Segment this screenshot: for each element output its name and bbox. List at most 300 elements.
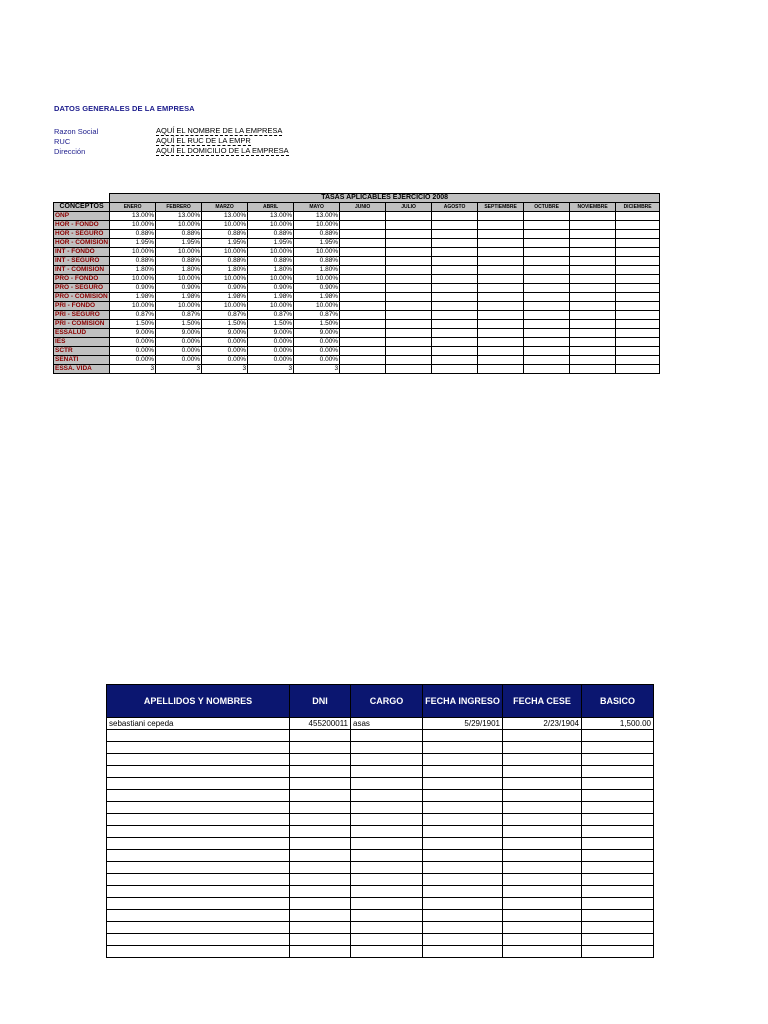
rate-cell[interactable]: [340, 329, 386, 338]
rate-cell[interactable]: 0.88%: [248, 257, 294, 266]
rate-cell[interactable]: 0.00%: [248, 347, 294, 356]
rate-cell[interactable]: 10.00%: [294, 221, 340, 230]
rate-cell[interactable]: [340, 275, 386, 284]
rate-cell[interactable]: [524, 230, 570, 239]
rate-cell[interactable]: [478, 239, 524, 248]
rate-cell[interactable]: 0.00%: [156, 356, 202, 365]
rate-cell[interactable]: 0.00%: [294, 347, 340, 356]
rate-cell[interactable]: [478, 275, 524, 284]
staff-cell[interactable]: [582, 778, 654, 790]
staff-cell[interactable]: [423, 790, 503, 802]
staff-cell[interactable]: [423, 778, 503, 790]
rate-cell[interactable]: [386, 230, 432, 239]
rate-cell[interactable]: [616, 311, 660, 320]
rate-cell[interactable]: 0.00%: [156, 338, 202, 347]
rate-cell[interactable]: [386, 302, 432, 311]
rate-cell[interactable]: [386, 347, 432, 356]
rate-cell[interactable]: [340, 365, 386, 374]
rate-cell[interactable]: 10.00%: [294, 275, 340, 284]
staff-cell[interactable]: [423, 850, 503, 862]
rate-cell[interactable]: [432, 221, 478, 230]
staff-cell[interactable]: [107, 850, 290, 862]
rate-cell[interactable]: [340, 239, 386, 248]
staff-cell[interactable]: [290, 886, 351, 898]
rate-cell[interactable]: [616, 347, 660, 356]
staff-cell[interactable]: [582, 790, 654, 802]
rate-cell[interactable]: [340, 212, 386, 221]
staff-cell[interactable]: [107, 946, 290, 958]
staff-cell[interactable]: [107, 838, 290, 850]
staff-cell[interactable]: [423, 886, 503, 898]
staff-cell[interactable]: [351, 850, 423, 862]
rate-cell[interactable]: [616, 257, 660, 266]
rate-cell[interactable]: [478, 212, 524, 221]
staff-cell[interactable]: [351, 754, 423, 766]
rate-cell[interactable]: 10.00%: [248, 275, 294, 284]
rate-cell[interactable]: [432, 347, 478, 356]
rate-cell[interactable]: 0.88%: [248, 230, 294, 239]
rate-cell[interactable]: 13.00%: [156, 212, 202, 221]
rate-cell[interactable]: [524, 320, 570, 329]
staff-cell[interactable]: [503, 754, 582, 766]
staff-cell[interactable]: [290, 838, 351, 850]
rate-cell[interactable]: 0.88%: [156, 257, 202, 266]
rate-cell[interactable]: [478, 311, 524, 320]
staff-cell[interactable]: [290, 874, 351, 886]
rate-cell[interactable]: [386, 293, 432, 302]
staff-cell[interactable]: [423, 946, 503, 958]
staff-cell[interactable]: [582, 742, 654, 754]
staff-cell[interactable]: [290, 910, 351, 922]
rate-cell[interactable]: [570, 365, 616, 374]
staff-cell[interactable]: [351, 862, 423, 874]
rate-cell[interactable]: 13.00%: [294, 212, 340, 221]
rate-cell[interactable]: 0.88%: [202, 257, 248, 266]
rate-cell[interactable]: [432, 275, 478, 284]
rate-cell[interactable]: 10.00%: [110, 221, 156, 230]
field-value[interactable]: AQUÍ EL NOMBRE DE LA EMPRESA: [156, 126, 283, 135]
staff-cell[interactable]: [503, 826, 582, 838]
rate-cell[interactable]: [570, 248, 616, 257]
staff-cell[interactable]: [290, 934, 351, 946]
rate-cell[interactable]: [524, 221, 570, 230]
rate-cell[interactable]: 0.00%: [202, 356, 248, 365]
rate-cell[interactable]: 0.87%: [294, 311, 340, 320]
staff-cell[interactable]: [423, 814, 503, 826]
staff-cell[interactable]: 1,500.00: [582, 718, 654, 730]
rate-cell[interactable]: 0.88%: [294, 257, 340, 266]
staff-cell[interactable]: [582, 814, 654, 826]
staff-cell[interactable]: [503, 790, 582, 802]
rate-cell[interactable]: [340, 320, 386, 329]
rate-cell[interactable]: [616, 302, 660, 311]
rate-cell[interactable]: [478, 338, 524, 347]
staff-cell[interactable]: [351, 898, 423, 910]
staff-cell[interactable]: [582, 886, 654, 898]
rate-cell[interactable]: 0.00%: [202, 338, 248, 347]
staff-cell[interactable]: [503, 910, 582, 922]
rate-cell[interactable]: 10.00%: [202, 248, 248, 257]
staff-cell[interactable]: [582, 862, 654, 874]
staff-cell[interactable]: [503, 862, 582, 874]
rate-cell[interactable]: 0.00%: [156, 347, 202, 356]
staff-cell[interactable]: [582, 730, 654, 742]
rate-cell[interactable]: 10.00%: [294, 302, 340, 311]
staff-cell[interactable]: [582, 934, 654, 946]
rate-cell[interactable]: [478, 248, 524, 257]
staff-cell[interactable]: [582, 898, 654, 910]
staff-cell[interactable]: [290, 730, 351, 742]
staff-cell[interactable]: [107, 910, 290, 922]
staff-cell[interactable]: [503, 814, 582, 826]
staff-cell[interactable]: [351, 766, 423, 778]
rate-cell[interactable]: [478, 230, 524, 239]
staff-cell[interactable]: [351, 730, 423, 742]
staff-cell[interactable]: [351, 886, 423, 898]
staff-cell[interactable]: 5/29/1901: [423, 718, 503, 730]
rate-cell[interactable]: [386, 311, 432, 320]
rate-cell[interactable]: [524, 275, 570, 284]
rate-cell[interactable]: [340, 257, 386, 266]
rate-cell[interactable]: 1.80%: [248, 266, 294, 275]
rate-cell[interactable]: [386, 248, 432, 257]
rate-cell[interactable]: 1.50%: [202, 320, 248, 329]
rate-cell[interactable]: 9.00%: [248, 329, 294, 338]
rate-cell[interactable]: [432, 293, 478, 302]
staff-cell[interactable]: [351, 934, 423, 946]
rate-cell[interactable]: 1.50%: [294, 320, 340, 329]
staff-cell[interactable]: [503, 946, 582, 958]
rate-cell[interactable]: 9.00%: [294, 329, 340, 338]
staff-cell[interactable]: [351, 874, 423, 886]
staff-cell[interactable]: [423, 766, 503, 778]
staff-cell[interactable]: [503, 766, 582, 778]
rate-cell[interactable]: [340, 356, 386, 365]
staff-cell[interactable]: [351, 838, 423, 850]
staff-cell[interactable]: [423, 898, 503, 910]
rate-cell[interactable]: 0.88%: [294, 230, 340, 239]
rate-cell[interactable]: 1.95%: [202, 239, 248, 248]
staff-cell[interactable]: [351, 742, 423, 754]
staff-cell[interactable]: [503, 898, 582, 910]
rate-cell[interactable]: 3: [294, 365, 340, 374]
rate-cell[interactable]: 10.00%: [294, 248, 340, 257]
rate-cell[interactable]: [340, 284, 386, 293]
staff-cell[interactable]: [290, 898, 351, 910]
staff-cell[interactable]: [290, 802, 351, 814]
rate-cell[interactable]: [524, 302, 570, 311]
rate-cell[interactable]: [478, 284, 524, 293]
staff-cell[interactable]: [503, 874, 582, 886]
rate-cell[interactable]: 1.98%: [294, 293, 340, 302]
staff-cell[interactable]: [107, 898, 290, 910]
rate-cell[interactable]: [432, 248, 478, 257]
staff-cell[interactable]: [107, 790, 290, 802]
rate-cell[interactable]: 0.87%: [248, 311, 294, 320]
staff-cell[interactable]: [290, 922, 351, 934]
staff-cell[interactable]: [351, 922, 423, 934]
rate-cell[interactable]: [340, 347, 386, 356]
staff-cell[interactable]: [503, 922, 582, 934]
rate-cell[interactable]: [524, 284, 570, 293]
rate-cell[interactable]: [340, 311, 386, 320]
rate-cell[interactable]: [616, 212, 660, 221]
rate-cell[interactable]: [616, 356, 660, 365]
rate-cell[interactable]: [478, 347, 524, 356]
rate-cell[interactable]: [524, 338, 570, 347]
rate-cell[interactable]: [570, 338, 616, 347]
rate-cell[interactable]: 1.98%: [202, 293, 248, 302]
staff-cell[interactable]: [582, 910, 654, 922]
rate-cell[interactable]: 10.00%: [110, 302, 156, 311]
rate-cell[interactable]: 1.80%: [202, 266, 248, 275]
rate-cell[interactable]: 0.90%: [156, 284, 202, 293]
rate-cell[interactable]: [386, 320, 432, 329]
staff-cell[interactable]: [503, 730, 582, 742]
field-value[interactable]: AQUÍ EL DOMICILIO DE LA EMPRESA: [156, 146, 289, 155]
rate-cell[interactable]: 0.88%: [156, 230, 202, 239]
rate-cell[interactable]: [524, 239, 570, 248]
rate-cell[interactable]: [616, 266, 660, 275]
rate-cell[interactable]: [478, 356, 524, 365]
rate-cell[interactable]: 0.88%: [110, 257, 156, 266]
rate-cell[interactable]: 10.00%: [156, 275, 202, 284]
field-value[interactable]: AQUÍ EL RUC DE LA EMPR: [156, 136, 251, 145]
staff-cell[interactable]: [290, 850, 351, 862]
rate-cell[interactable]: [386, 212, 432, 221]
staff-cell[interactable]: [423, 922, 503, 934]
staff-cell[interactable]: [503, 802, 582, 814]
rate-cell[interactable]: 1.50%: [156, 320, 202, 329]
staff-cell[interactable]: [351, 802, 423, 814]
rate-cell[interactable]: 0.90%: [110, 284, 156, 293]
staff-cell[interactable]: [503, 850, 582, 862]
rate-cell[interactable]: [432, 230, 478, 239]
rate-cell[interactable]: 9.00%: [110, 329, 156, 338]
rate-cell[interactable]: [616, 239, 660, 248]
staff-cell[interactable]: [290, 766, 351, 778]
staff-cell[interactable]: [290, 946, 351, 958]
rate-cell[interactable]: [570, 212, 616, 221]
rate-cell[interactable]: [432, 311, 478, 320]
staff-cell[interactable]: [423, 730, 503, 742]
rate-cell[interactable]: [432, 320, 478, 329]
rate-cell[interactable]: [432, 284, 478, 293]
rate-cell[interactable]: [386, 257, 432, 266]
rate-cell[interactable]: 0.00%: [248, 356, 294, 365]
rate-cell[interactable]: 13.00%: [110, 212, 156, 221]
rate-cell[interactable]: [386, 239, 432, 248]
staff-cell[interactable]: [582, 850, 654, 862]
rate-cell[interactable]: [570, 284, 616, 293]
staff-cell[interactable]: [423, 934, 503, 946]
rate-cell[interactable]: 0.87%: [156, 311, 202, 320]
rate-cell[interactable]: [478, 257, 524, 266]
rate-cell[interactable]: [432, 266, 478, 275]
rate-cell[interactable]: 0.00%: [110, 347, 156, 356]
staff-cell[interactable]: [290, 754, 351, 766]
rate-cell[interactable]: [570, 347, 616, 356]
rate-cell[interactable]: 10.00%: [156, 302, 202, 311]
rate-cell[interactable]: [386, 338, 432, 347]
staff-cell[interactable]: [423, 838, 503, 850]
staff-cell[interactable]: [107, 814, 290, 826]
rate-cell[interactable]: [616, 338, 660, 347]
rate-cell[interactable]: [616, 329, 660, 338]
rate-cell[interactable]: [340, 302, 386, 311]
rate-cell[interactable]: [386, 365, 432, 374]
rate-cell[interactable]: 1.80%: [110, 266, 156, 275]
rate-cell[interactable]: [386, 221, 432, 230]
rate-cell[interactable]: [432, 212, 478, 221]
rate-cell[interactable]: [570, 302, 616, 311]
rate-cell[interactable]: [524, 356, 570, 365]
rate-cell[interactable]: [340, 221, 386, 230]
rate-cell[interactable]: [478, 320, 524, 329]
staff-cell[interactable]: [351, 814, 423, 826]
rate-cell[interactable]: [570, 257, 616, 266]
staff-cell[interactable]: [107, 802, 290, 814]
rate-cell[interactable]: 1.98%: [110, 293, 156, 302]
staff-cell[interactable]: [582, 826, 654, 838]
staff-cell[interactable]: 455200011: [290, 718, 351, 730]
rate-cell[interactable]: 0.90%: [248, 284, 294, 293]
rate-cell[interactable]: 1.95%: [294, 239, 340, 248]
staff-cell[interactable]: [107, 766, 290, 778]
rate-cell[interactable]: 1.95%: [248, 239, 294, 248]
rate-cell[interactable]: 13.00%: [248, 212, 294, 221]
staff-cell[interactable]: [582, 802, 654, 814]
staff-cell[interactable]: [423, 754, 503, 766]
staff-cell[interactable]: [290, 862, 351, 874]
rate-cell[interactable]: [432, 365, 478, 374]
staff-cell[interactable]: [423, 910, 503, 922]
rate-cell[interactable]: [386, 284, 432, 293]
rate-cell[interactable]: [432, 257, 478, 266]
staff-cell[interactable]: 2/23/1904: [503, 718, 582, 730]
rate-cell[interactable]: 10.00%: [202, 275, 248, 284]
rate-cell[interactable]: 0.87%: [110, 311, 156, 320]
staff-cell[interactable]: [351, 826, 423, 838]
rate-cell[interactable]: [340, 248, 386, 257]
rate-cell[interactable]: [340, 266, 386, 275]
staff-cell[interactable]: [351, 946, 423, 958]
staff-cell[interactable]: [503, 778, 582, 790]
rate-cell[interactable]: [524, 248, 570, 257]
staff-cell[interactable]: sebastiani cepeda: [107, 718, 290, 730]
rate-cell[interactable]: [386, 356, 432, 365]
rate-cell[interactable]: 10.00%: [248, 221, 294, 230]
staff-cell[interactable]: [423, 742, 503, 754]
staff-cell[interactable]: [290, 778, 351, 790]
staff-cell[interactable]: [423, 802, 503, 814]
staff-cell[interactable]: [107, 934, 290, 946]
rate-cell[interactable]: 1.50%: [248, 320, 294, 329]
staff-cell[interactable]: [503, 934, 582, 946]
staff-cell[interactable]: [107, 730, 290, 742]
rate-cell[interactable]: 10.00%: [156, 221, 202, 230]
rate-cell[interactable]: [386, 275, 432, 284]
rate-cell[interactable]: [432, 338, 478, 347]
staff-cell[interactable]: [351, 910, 423, 922]
rate-cell[interactable]: 0.00%: [294, 338, 340, 347]
rate-cell[interactable]: [524, 329, 570, 338]
rate-cell[interactable]: 3: [110, 365, 156, 374]
staff-cell[interactable]: [582, 838, 654, 850]
rate-cell[interactable]: [524, 266, 570, 275]
rate-cell[interactable]: [340, 230, 386, 239]
rate-cell[interactable]: 1.98%: [248, 293, 294, 302]
staff-cell[interactable]: [290, 826, 351, 838]
rate-cell[interactable]: [616, 230, 660, 239]
rate-cell[interactable]: [570, 311, 616, 320]
staff-cell[interactable]: [582, 946, 654, 958]
staff-cell[interactable]: [582, 874, 654, 886]
rate-cell[interactable]: [616, 320, 660, 329]
rate-cell[interactable]: [616, 248, 660, 257]
rate-cell[interactable]: 1.80%: [156, 266, 202, 275]
rate-cell[interactable]: 0.00%: [110, 356, 156, 365]
rate-cell[interactable]: 10.00%: [248, 302, 294, 311]
rate-cell[interactable]: 9.00%: [156, 329, 202, 338]
rate-cell[interactable]: [478, 221, 524, 230]
rate-cell[interactable]: [432, 239, 478, 248]
rate-cell[interactable]: 13.00%: [202, 212, 248, 221]
rate-cell[interactable]: 0.87%: [202, 311, 248, 320]
rate-cell[interactable]: 0.90%: [202, 284, 248, 293]
rate-cell[interactable]: [570, 266, 616, 275]
staff-cell[interactable]: [423, 862, 503, 874]
rate-cell[interactable]: [478, 293, 524, 302]
rate-cell[interactable]: 10.00%: [156, 248, 202, 257]
staff-cell[interactable]: [290, 742, 351, 754]
staff-cell[interactable]: [290, 790, 351, 802]
rate-cell[interactable]: 0.00%: [294, 356, 340, 365]
rate-cell[interactable]: [616, 275, 660, 284]
rate-cell[interactable]: 1.98%: [156, 293, 202, 302]
rate-cell[interactable]: [570, 230, 616, 239]
rate-cell[interactable]: 0.90%: [294, 284, 340, 293]
rate-cell[interactable]: [570, 275, 616, 284]
staff-cell[interactable]: [107, 778, 290, 790]
staff-cell[interactable]: [351, 790, 423, 802]
staff-cell[interactable]: [423, 874, 503, 886]
staff-cell[interactable]: [107, 742, 290, 754]
rate-cell[interactable]: [524, 347, 570, 356]
staff-cell[interactable]: [107, 862, 290, 874]
staff-cell[interactable]: [582, 766, 654, 778]
rate-cell[interactable]: [616, 293, 660, 302]
rate-cell[interactable]: [524, 311, 570, 320]
rate-cell[interactable]: 0.00%: [202, 347, 248, 356]
rate-cell[interactable]: [524, 365, 570, 374]
rate-cell[interactable]: [616, 221, 660, 230]
rate-cell[interactable]: 3: [202, 365, 248, 374]
rate-cell[interactable]: [340, 293, 386, 302]
rate-cell[interactable]: 1.95%: [110, 239, 156, 248]
rate-cell[interactable]: 10.00%: [248, 248, 294, 257]
rate-cell[interactable]: [478, 329, 524, 338]
staff-cell[interactable]: [503, 886, 582, 898]
rate-cell[interactable]: [524, 293, 570, 302]
staff-cell[interactable]: [351, 778, 423, 790]
rate-cell[interactable]: 0.88%: [110, 230, 156, 239]
staff-cell[interactable]: [107, 886, 290, 898]
rate-cell[interactable]: [432, 329, 478, 338]
rate-cell[interactable]: 10.00%: [110, 275, 156, 284]
rate-cell[interactable]: 10.00%: [202, 221, 248, 230]
rate-cell[interactable]: [432, 302, 478, 311]
